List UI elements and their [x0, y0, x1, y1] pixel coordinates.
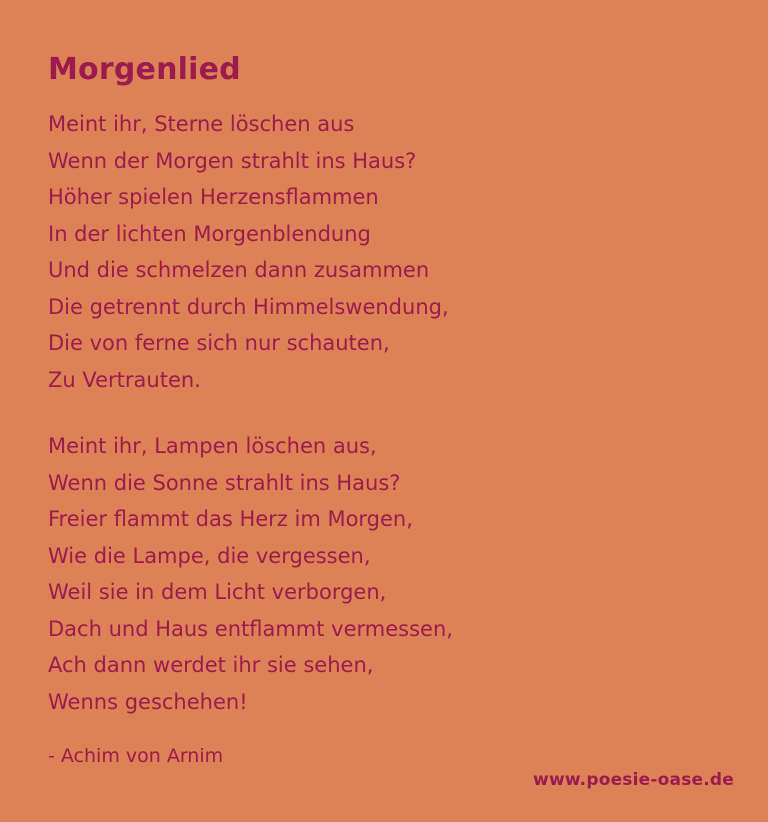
- poem-line: Die getrennt durch Himmelswendung,: [48, 294, 449, 319]
- poem-author: - Achim von Arnim: [48, 745, 224, 767]
- poem-line: Und die schmelzen dann zusammen: [48, 258, 430, 282]
- stanza: [48, 428, 708, 720]
- page-title: Morgenlied: [48, 52, 241, 87]
- poem-line: Die von ferne sich nur schauten,: [48, 331, 390, 355]
- poem-line: In der lichten Morgenblendung: [48, 221, 371, 246]
- poem-line: Wenns geschehen!: [48, 689, 248, 714]
- poem-line: Wie die Lampe, die vergessen,: [48, 543, 371, 568]
- poem-line: Meint ihr, Lampen löschen aus,: [48, 434, 377, 458]
- website-credit: www.poesie-oase.de: [533, 770, 734, 790]
- poem-text: [48, 106, 708, 720]
- poem-line: Wenn die Sonne strahlt ins Haus?: [48, 470, 401, 495]
- poem-line: Freier flammt das Herz im Morgen,: [48, 507, 413, 531]
- poem-line: Ach dann werdet ihr sie sehen,: [48, 653, 374, 677]
- poem-line: Wenn der Morgen strahlt ins Haus?: [48, 148, 417, 173]
- poem-line: Weil sie in dem Licht verborgen,: [48, 580, 387, 604]
- poem-line: Zu Vertrauten.: [48, 367, 201, 392]
- poem-line: Dach und Haus entflammt vermessen,: [48, 616, 453, 641]
- poem-line: Meint ihr, Sterne löschen aus: [48, 112, 355, 136]
- poem-line: Höher spielen Herzensflammen: [48, 185, 379, 209]
- stanza: [48, 106, 708, 398]
